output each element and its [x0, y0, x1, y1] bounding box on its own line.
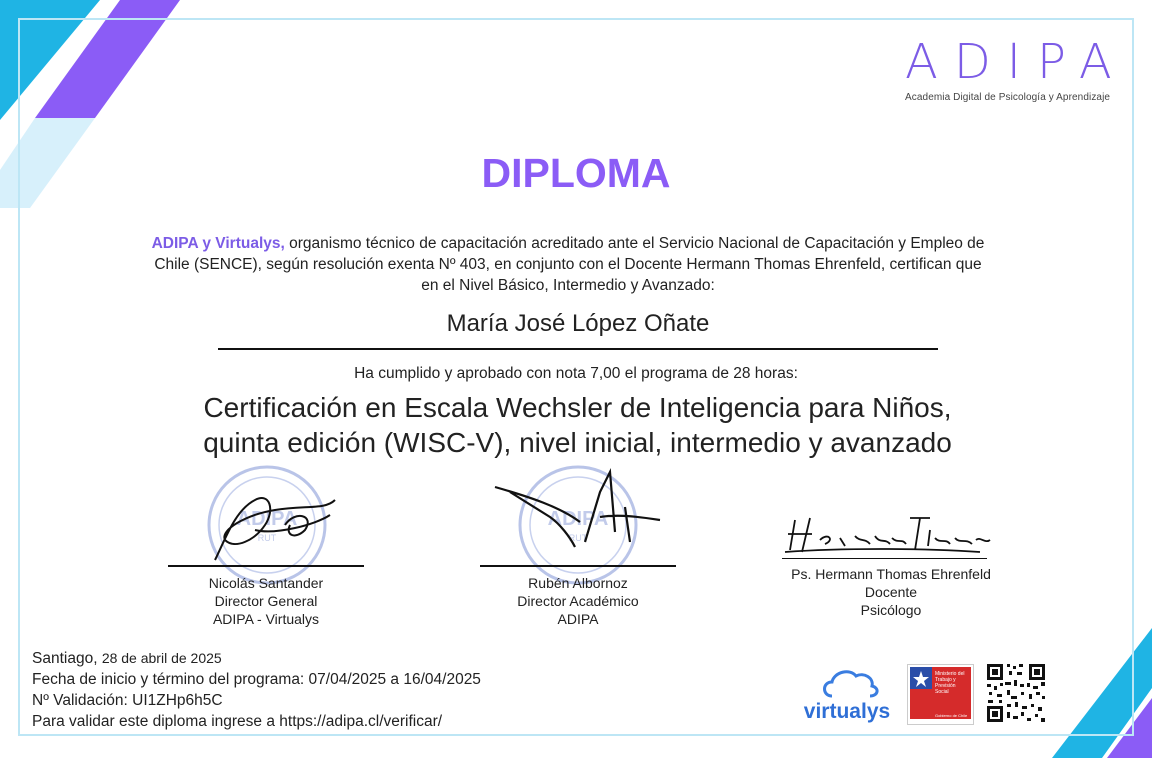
signer-3-name: Ps. Hermann Thomas Ehrenfeld: [791, 566, 991, 582]
diploma-title: DIPLOMA: [481, 150, 671, 196]
verify-instructions: Para validar este diploma ingrese a https://adipa.cl/verificar/: [32, 713, 443, 730]
signer-1-name: Nicolás Santander: [208, 575, 324, 591]
signature-line-2: [480, 565, 676, 567]
validation-code: Nº Validación: UI1ZHp6h5C: [32, 692, 223, 709]
seal-middle-text: ADIPA: [547, 508, 609, 530]
adipa-logo: [905, 34, 1128, 103]
signature-block-3: [770, 565, 1012, 619]
signer-1-org: ADIPA - Virtualys: [212, 611, 320, 627]
signature-block-2: [480, 565, 676, 628]
gobierno-de-chile-logo: [907, 664, 974, 725]
issue-place: Santiago,: [32, 650, 102, 667]
issue-place-date: [32, 648, 481, 669]
gov-line-4: Social: [935, 689, 949, 695]
chile-flag-icon: [908, 665, 973, 724]
intro-paragraph: [100, 233, 1036, 296]
signer-3-org: Psicólogo: [860, 602, 922, 618]
signature-line-3: [782, 558, 987, 559]
signature-line-1: [168, 565, 364, 567]
virtualys-logo: [792, 666, 902, 724]
signer-2-role: Director Académico: [517, 593, 639, 609]
signature-hermann-thomas: [780, 510, 995, 560]
verification-qr-code[interactable]: [985, 662, 1047, 724]
footer-info: [32, 648, 481, 732]
signer-2-org: ADIPA: [557, 611, 599, 627]
gov-bottom: Gobierno de Chile: [935, 713, 968, 718]
signature-block-1: [168, 565, 364, 628]
seal-middle-subtext: RUT: [568, 533, 588, 543]
approval-prefix: Ha cumplido y aprobado con nota: [354, 365, 591, 382]
gov-line-1: Ministerio del: [935, 671, 965, 677]
signer-3-role: Docente: [864, 584, 918, 600]
intro-line-3: en el Nivel Básico, Intermedio y Avanzado:: [421, 277, 715, 294]
seal-left-text: ADIPA: [236, 508, 298, 530]
virtualys-wordmark: virtualys: [803, 700, 891, 723]
program-dates: Fecha de inicio y término del programa: 07/04/2025 a 16/04/2025: [32, 671, 481, 688]
approval-statement: [0, 365, 1152, 383]
signer-1-role: Director General: [214, 593, 318, 609]
cloud-icon: [820, 666, 882, 698]
course-line-1: Certificación en Escala Wechsler de Inteligencia para Niños,: [203, 392, 952, 423]
signature-albornoz: [490, 462, 665, 572]
logo-subtitle: Academia Digital de Psicología y Aprendizaje: [905, 92, 1111, 103]
intro-line-2: Chile (SENCE), según resolución exenta Nº 403, en conjunto con el Docente Hermann Thomas Ehrenfeld, certifican que: [154, 256, 982, 273]
course-line-2: quinta edición (WISC-V), nivel inicial, intermedio y avanzado: [203, 427, 952, 458]
logo-wordmark: ADIPA: [905, 34, 1128, 90]
grade: 7,00: [590, 365, 621, 382]
course-title: [120, 390, 1035, 460]
gov-line-3: Previsión: [935, 683, 956, 689]
issue-date: 28 de abril de 2025: [101, 650, 222, 666]
intro-line-1: organismo técnico de capacitación acreditado ante el Servicio Nacional de Capacitación y Empleo de: [284, 235, 985, 252]
intro-organizations: ADIPA y Virtualys,: [151, 235, 285, 252]
student-name: María José López Oñate: [446, 310, 710, 337]
approval-suffix: el programa de 28 horas:: [620, 365, 798, 382]
seal-left-subtext: RUT: [257, 533, 277, 543]
signature-santander: [195, 480, 355, 570]
signer-2-name: Rubén Albornoz: [528, 575, 628, 591]
student-name-underline: [218, 348, 938, 350]
gov-line-2: Trabajo y: [935, 677, 956, 683]
